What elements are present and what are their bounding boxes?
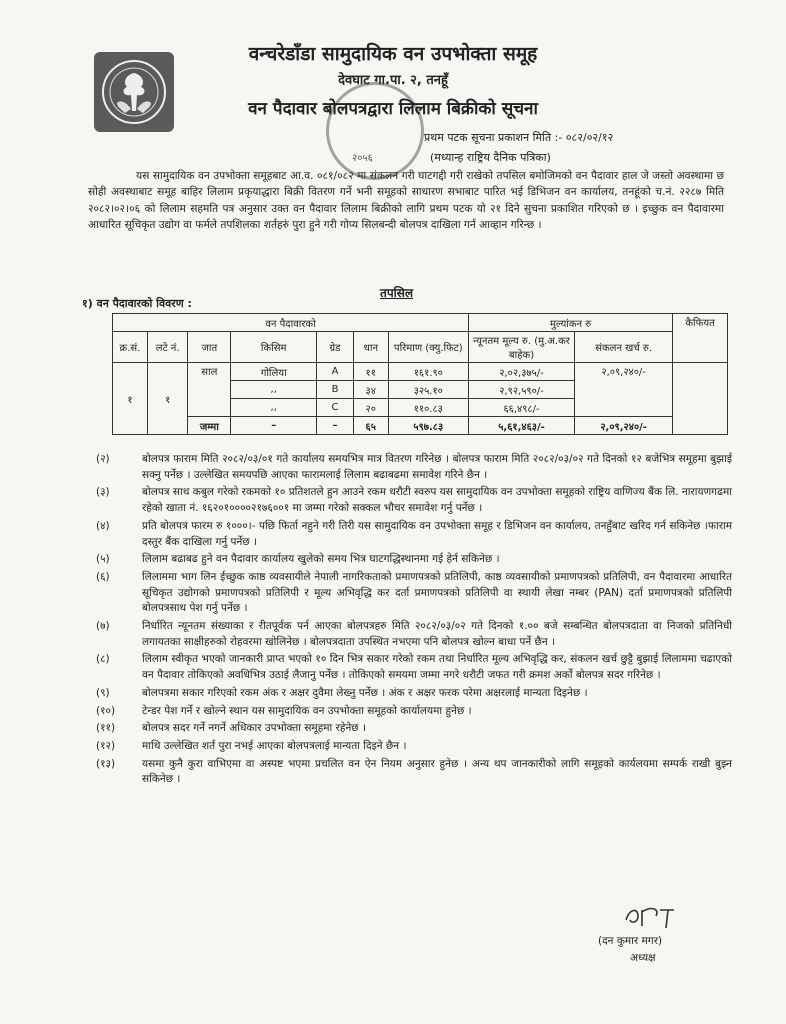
cell-type: ,, <box>231 399 317 417</box>
item-number: (८) <box>96 653 110 666</box>
forest-product-table <box>112 313 728 435</box>
table-total-row <box>113 417 728 435</box>
cell-species: साल <box>188 363 231 417</box>
cell-count: ११ <box>353 363 388 381</box>
list-item <box>96 485 732 516</box>
col-header: परिमाण (क्यु.फिट) <box>388 332 468 363</box>
cell-count: २० <box>353 399 388 417</box>
cell-type: ,, <box>231 381 317 399</box>
cell-volume: ३२५.१० <box>388 381 468 399</box>
table-header-row <box>113 332 728 363</box>
intro-paragraph: यस सामुदायिक वन उपभोक्ता समूहबाट आ.व. ०८१/०८२ मा संकलन गरी घाटगद्दी गरी राखेको तपसिल बमोजिमको वन पैदावार हाल जे जस्तो अवस्थामा छ सोही अवस्थाबाट समूह बाहिर लिलाम प्रकृयाद्धारा बिक्री वितरण गर्ने भनी समूहको साधारण सभाबाट पारित भई डिभिजन वन कार्यालय, तनहूंको च.नं. २२८७ मिति २०८२।०२।०६ को लिलाम सहमति पत्र अनुसार उक्त वन पैदावार लिलाम बिक्रीको लागि प्रथम पटक यो २१ दिने सुचना प्रकाशित गरिएको छ । इच्छुक वन पैदावारमा आधारित सूचिकृत उद्योग वा फर्मले तपशिलका शर्तहरुं पुरा हुने गरी गोप्य सिलबन्दी बोलपत्र दाखिला गर्न आव्हान गरिन्छ । <box>88 170 724 231</box>
col-header: ग्रेड <box>317 332 354 363</box>
col-header: संकलन खर्च रु. <box>575 332 673 363</box>
list-item <box>96 570 732 617</box>
list-item <box>96 552 732 568</box>
cell-type: गोलिया <box>231 363 317 381</box>
cell-sn: १ <box>113 363 148 435</box>
conditions-list <box>96 452 732 790</box>
stamp-year: २०५६ <box>352 153 373 164</box>
item-text: बोलपत्र सदर गर्ने नगर्ने अधिकार उपभोक्ता समूहमा रहेनेछ । <box>142 722 366 735</box>
list-item <box>96 452 732 483</box>
cell-grade: B <box>317 381 354 399</box>
cell-volume: १६१.९० <box>388 363 468 381</box>
cell-total-cost: २,०९,२४०/- <box>575 417 673 435</box>
cell-volume: ११०.८३ <box>388 399 468 417</box>
item-text: निर्धारित न्यूनतम संख्याका र रीतपूर्वक पर्न आएका बोलपत्रहरु मिति २०८२/०३/०२ गते दिनको १.०० बजे सम्बन्धित बोलपत्रदाता वा निजको प्रतिनिधी लगायतका साक्षीहरुको रोहवरमा खोलिनेछ । बोलपत्रदाता उपस्थित नभएमा पनि बोलपत्र खोल्न बाधा पर्ने छैन । <box>142 620 732 648</box>
signatory-name: (दन कुमार मगर) <box>598 935 663 947</box>
item-number: (३) <box>96 486 110 499</box>
col-header: क्र.सं. <box>113 332 148 363</box>
table-group-product: वन पैदावारको <box>113 314 469 332</box>
item-text: यसमा कुनै कुरा वाभिएमा वा अस्पष्ट भएमा प्रचलित वन ऐन नियम अनुसार हुनेछ । अन्य थप जानकारीको लागि समूहको कार्यलयमा सम्पर्क राखी बुझ्न सकिनेछ । <box>142 757 732 786</box>
item-number: (९) <box>96 686 110 699</box>
cell-lot: १ <box>147 363 188 435</box>
signatory-title: अध्यक्ष <box>630 952 656 964</box>
list-item <box>96 652 732 683</box>
item-number: (१३) <box>96 757 116 770</box>
item-text: बोलपत्रमा सकार गरिएको रकम अंक र अक्षर दुवैमा लेख्नु पर्नेछ । अंक र अक्षर फरक परेमा अक्षरलाई मान्यता दिइनेछ । <box>142 686 588 699</box>
list-item <box>96 721 732 737</box>
item-text: बोलपत्र फाराम मिति २०८२/०३/०१ गते कार्यालय समयभित्र मात्र वितरण गरिनेछ । बोलपत्र फाराम मिति २०८२/०३/०२ गते दिनको १२ बजेभित्र समूहमा बुझाई सक्नु पर्नेछ । उल्लेखित समयपछि आएका फारामलाई लिलाम बढाबढमा समावेश गरिने छैन । <box>142 453 732 481</box>
col-header: न्यूनतम मूल्य रु. (मु.अ.कर बाहेक) <box>468 332 574 363</box>
item-number: (५) <box>96 553 110 566</box>
item-number: (१२) <box>96 739 116 752</box>
list-item <box>96 739 732 755</box>
item-text: प्रति बोलपत्र फारम रु १०००।- पछि फिर्ता नहुने गरी तिरी यस सामुदायिक वन उपभोक्ता समूह र डिभिजन वन कार्यालय, तनहुँबाट खरिद गर्न सकिनेछ ।फाराम दस्तुर बैंक दाखिला गर्नु पर्नेछ । <box>142 519 732 548</box>
item-text: लिलाम बढाबढ हुने वन पैदावार कार्यालय खुलेको समय भित्र घाटगद्धिस्थानमा गई हेर्न सकिनेछ । <box>142 553 500 566</box>
subsection-title: १) वन पैदावारको विवरण : <box>82 297 192 310</box>
table-row <box>113 363 728 381</box>
item-number: (७) <box>96 620 110 633</box>
table-group-valuation: मुल्यांकन रु <box>468 314 672 332</box>
item-number: (४) <box>96 519 110 532</box>
col-header: लटे नं. <box>147 332 188 363</box>
cell-total-price: ५,६१,४६३/- <box>468 417 574 435</box>
cell-grade: C <box>317 399 354 417</box>
notice-title: वन पैदावार बोलपत्रद्वारा लिलाम बिक्रीको सूचना <box>248 99 538 119</box>
cell-collection-cost: २,०९,२४०/- <box>575 363 673 417</box>
col-header: जात <box>188 332 231 363</box>
cell-total-count: ६५ <box>353 417 388 435</box>
item-text: माथि उल्लेखित शर्त पुरा नभई आएका बोलपत्रलाई मान्यता दिइने छैन । <box>142 739 407 752</box>
org-name: वन्चरेडाँडा सामुदायिक वन उपभोक्ता समूह <box>248 43 538 65</box>
item-text: टेन्डर पेश गर्ने र खोल्ने स्थान यस सामुदायिक वन उपभोक्ता समूहको कार्यालयमा हुनेछ । <box>142 704 472 717</box>
item-text: लिलाम स्वीकृत भएको जानकारी प्राप्त भएको १० दिन भित्र सकार गरेको रकम तथा निर्धारित मूल्य अभिवृद्धि कर, संकलन खर्च छुट्टै बुझाई लिलाममा चढाएको वन पैदावार तोकिएको अवधिभित्र उठाई लैजानु पर्नेछ । तोकिएको समयमा जम्मा नगरे धरौटी जफत गरी क्रमश अर्को बोलपत्र सदर गरिनेछ । <box>142 653 732 682</box>
cell-price: २,९२,५९०/- <box>468 381 574 399</box>
col-header: किसिम <box>231 332 317 363</box>
item-number: (२) <box>96 453 110 465</box>
list-item <box>96 686 732 702</box>
cell-total-label: जम्मा <box>188 417 231 435</box>
table-remarks-header: कैफियत <box>673 314 728 363</box>
cell-total-type: – <box>231 417 317 435</box>
cell-total-volume: ५९७.८३ <box>388 417 468 435</box>
cell-price: २,०२,३७५/- <box>468 363 574 381</box>
newspaper-name: (मध्यान्ह राष्ट्रिय दैनिक पत्रिका) <box>430 151 551 164</box>
cell-total-grade: – <box>317 417 354 435</box>
item-text: बोलपत्र साथ कबुल गरेको रकमको १० प्रतिशतले हुन आउने रकम धरौटी स्वरुप यस सामुदायिक वन उपभोक्ता समूहको राष्ट्रिय वाणिज्य बैंक लि. नारायणगढमा रहेको खाता नं. १६२०१००००२१७६००१ मा जम्मा गरेको सक्कल भौचर समावेश गर्नु पर्नेछ । <box>142 486 732 515</box>
org-address: देवघाट गा.पा. २, तनहूँ <box>338 73 448 88</box>
table-group-header-row <box>113 314 728 332</box>
list-item <box>96 757 732 788</box>
list-item <box>96 619 732 650</box>
cell-price: ६६,४९८/- <box>468 399 574 417</box>
item-number: (६) <box>96 570 110 583</box>
item-number: (११) <box>96 722 116 735</box>
section-title: तपसिल <box>380 286 414 300</box>
cell-count: ३४ <box>353 381 388 399</box>
cell-remarks <box>673 363 728 435</box>
signature-icon <box>620 900 680 932</box>
list-item <box>96 704 732 720</box>
cell-grade: A <box>317 363 354 381</box>
item-text: लिलाममा भाग लिन ईच्छुक काष्ठ व्यवसायीले नेपाली नागरिकताको प्रमाणपत्रको प्रतिलिपी, काष्ठ व्यवसायीको प्रमाणपत्रको प्रतिलिपी, वन पैदावारमा आधारित सूचिकृत उद्योगको प्रमाणपत्रको प्रतिलिपी र मूल्य अभिवृद्धि कर दर्ता प्रमाणपत्रको प्रतिलिपी वा स्थायी लेखा नम्बर (PAN) दर्ता प्रमाणपत्रको प्रतिलिपी बोलपत्रसाथ पेश गर्नु पर्नेछ । <box>142 570 732 615</box>
list-item <box>96 519 732 550</box>
col-header: थान <box>353 332 388 363</box>
item-number: (१०) <box>96 704 116 717</box>
publication-date: प्रथम पटक सूचना प्रकाशन मिति :- ०८२/०२/१२ <box>424 131 614 144</box>
